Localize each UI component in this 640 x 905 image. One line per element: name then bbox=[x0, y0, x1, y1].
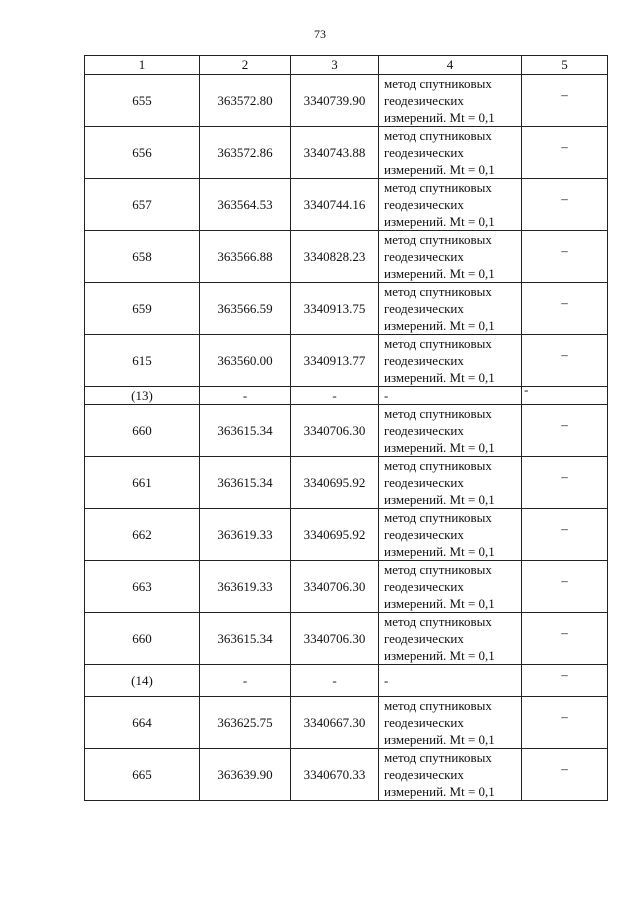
y-coordinate-cell: 3340695.92 bbox=[291, 457, 379, 509]
column-5-cell bbox=[522, 405, 608, 457]
column-5-cell bbox=[522, 749, 608, 801]
method-line: метод спутниковых bbox=[384, 614, 492, 629]
table-row bbox=[85, 75, 608, 127]
y-coordinate-cell: 3340913.77 bbox=[291, 335, 379, 387]
column-5-value: – bbox=[561, 624, 568, 640]
method-line: измерений. Mt = 0,1 bbox=[384, 732, 495, 747]
y-coordinate-cell: 3340706.30 bbox=[291, 561, 379, 613]
x-coordinate-cell: 363615.34 bbox=[200, 405, 291, 457]
column-5-cell bbox=[522, 283, 608, 335]
table-row bbox=[85, 697, 608, 749]
method-line: геодезических bbox=[384, 767, 464, 782]
column-5-value: – bbox=[561, 416, 568, 432]
method-cell bbox=[379, 749, 522, 801]
method-line: геодезических bbox=[384, 475, 464, 490]
method-line: метод спутниковых bbox=[384, 336, 492, 351]
method-line: геодезических bbox=[384, 631, 464, 646]
point-number-cell: 661 bbox=[85, 457, 200, 509]
x-coordinate-cell: 363619.33 bbox=[200, 561, 291, 613]
x-coordinate-cell: 363572.80 bbox=[200, 75, 291, 127]
method-line: измерений. Mt = 0,1 bbox=[384, 266, 495, 281]
column-5-cell bbox=[522, 335, 608, 387]
point-number-cell: 663 bbox=[85, 561, 200, 613]
table-row bbox=[85, 405, 608, 457]
y-coordinate-cell: 3340739.90 bbox=[291, 75, 379, 127]
method-line: метод спутниковых bbox=[384, 180, 492, 195]
point-number-cell: 664 bbox=[85, 697, 200, 749]
method-line: геодезических bbox=[384, 197, 464, 212]
column-5-cell bbox=[522, 179, 608, 231]
point-number-cell: 658 bbox=[85, 231, 200, 283]
method-cell bbox=[379, 665, 522, 697]
column-5-value: - bbox=[524, 381, 529, 397]
point-number-cell: 655 bbox=[85, 75, 200, 127]
x-coordinate-cell: 363619.33 bbox=[200, 509, 291, 561]
y-coordinate-cell: - bbox=[291, 665, 379, 697]
table-row bbox=[85, 335, 608, 387]
method-line: измерений. Mt = 0,1 bbox=[384, 492, 495, 507]
method-cell bbox=[379, 231, 522, 283]
x-coordinate-cell: - bbox=[200, 665, 291, 697]
column-5-value: – bbox=[561, 760, 568, 776]
point-number-cell: 662 bbox=[85, 509, 200, 561]
column-5-value: – bbox=[561, 520, 568, 536]
x-coordinate-cell: 363564.53 bbox=[200, 179, 291, 231]
point-number-cell: 656 bbox=[85, 127, 200, 179]
method-line: измерений. Mt = 0,1 bbox=[384, 318, 495, 333]
method-line: - bbox=[384, 387, 389, 403]
method-line: геодезических bbox=[384, 353, 464, 368]
point-number-cell: 615 bbox=[85, 335, 200, 387]
point-number-cell: 657 bbox=[85, 179, 200, 231]
method-line: измерений. Mt = 0,1 bbox=[384, 544, 495, 559]
method-line: измерений. Mt = 0,1 bbox=[384, 110, 495, 125]
y-coordinate-cell: 3340744.16 bbox=[291, 179, 379, 231]
table-row bbox=[85, 127, 608, 179]
column-5-value: – bbox=[561, 572, 568, 588]
method-line: геодезических bbox=[384, 249, 464, 264]
x-coordinate-cell: - bbox=[200, 387, 291, 405]
coordinates-table bbox=[84, 55, 608, 801]
point-number-cell: 659 bbox=[85, 283, 200, 335]
column-5-cell bbox=[522, 613, 608, 665]
method-cell bbox=[379, 283, 522, 335]
x-coordinate-cell: 363566.59 bbox=[200, 283, 291, 335]
method-line: метод спутниковых bbox=[384, 562, 492, 577]
x-coordinate-cell: 363560.00 bbox=[200, 335, 291, 387]
x-coordinate-cell: 363639.90 bbox=[200, 749, 291, 801]
table-row bbox=[85, 749, 608, 801]
column-5-cell bbox=[522, 561, 608, 613]
y-coordinate-cell: 3340828.23 bbox=[291, 231, 379, 283]
method-line: - bbox=[384, 672, 389, 688]
method-cell bbox=[379, 509, 522, 561]
header-col-1: 1 bbox=[85, 56, 200, 75]
column-5-cell bbox=[522, 665, 608, 697]
header-col-4: 4 bbox=[379, 56, 522, 75]
method-cell bbox=[379, 127, 522, 179]
x-coordinate-cell: 363566.88 bbox=[200, 231, 291, 283]
y-coordinate-cell: 3340913.75 bbox=[291, 283, 379, 335]
y-coordinate-cell: 3340743.88 bbox=[291, 127, 379, 179]
method-line: геодезических bbox=[384, 527, 464, 542]
method-cell bbox=[379, 387, 522, 405]
column-5-cell bbox=[522, 381, 608, 405]
y-coordinate-cell: 3340695.92 bbox=[291, 509, 379, 561]
x-coordinate-cell: 363625.75 bbox=[200, 697, 291, 749]
column-5-value: – bbox=[561, 708, 568, 724]
method-line: метод спутниковых bbox=[384, 232, 492, 247]
table-body bbox=[85, 56, 608, 801]
column-5-value: – bbox=[561, 138, 568, 154]
column-5-value: – bbox=[561, 346, 568, 362]
x-coordinate-cell: 363615.34 bbox=[200, 457, 291, 509]
method-line: метод спутниковых bbox=[384, 76, 492, 91]
table-row bbox=[85, 179, 608, 231]
method-line: измерений. Mt = 0,1 bbox=[384, 214, 495, 229]
column-5-cell bbox=[522, 697, 608, 749]
method-line: метод спутниковых bbox=[384, 510, 492, 525]
y-coordinate-cell: 3340670.33 bbox=[291, 749, 379, 801]
method-line: измерений. Mt = 0,1 bbox=[384, 596, 495, 611]
method-line: измерений. Mt = 0,1 bbox=[384, 162, 495, 177]
method-cell bbox=[379, 457, 522, 509]
table-separator-row bbox=[85, 665, 608, 697]
method-line: метод спутниковых bbox=[384, 750, 492, 765]
point-number-cell: 660 bbox=[85, 613, 200, 665]
column-5-cell bbox=[522, 127, 608, 179]
method-line: геодезических bbox=[384, 301, 464, 316]
point-number-cell: (13) bbox=[85, 387, 200, 405]
method-line: метод спутниковых bbox=[384, 406, 492, 421]
column-5-cell bbox=[522, 75, 608, 127]
method-line: метод спутниковых bbox=[384, 458, 492, 473]
method-cell bbox=[379, 179, 522, 231]
point-number-cell: 660 bbox=[85, 405, 200, 457]
method-line: измерений. Mt = 0,1 bbox=[384, 440, 495, 455]
column-5-cell bbox=[522, 509, 608, 561]
y-coordinate-cell: 3340706.30 bbox=[291, 405, 379, 457]
column-5-cell bbox=[522, 457, 608, 509]
method-line: метод спутниковых bbox=[384, 284, 492, 299]
method-cell bbox=[379, 75, 522, 127]
column-5-value: – bbox=[561, 86, 568, 102]
method-cell bbox=[379, 561, 522, 613]
table-row bbox=[85, 283, 608, 335]
method-line: метод спутниковых bbox=[384, 698, 492, 713]
header-col-5: 5 bbox=[522, 56, 608, 75]
method-cell bbox=[379, 613, 522, 665]
method-cell bbox=[379, 335, 522, 387]
column-5-value: – bbox=[561, 190, 568, 206]
table-row bbox=[85, 457, 608, 509]
point-number-cell: 665 bbox=[85, 749, 200, 801]
y-coordinate-cell: 3340706.30 bbox=[291, 613, 379, 665]
table-row bbox=[85, 561, 608, 613]
column-5-value: – bbox=[561, 666, 568, 682]
method-cell bbox=[379, 697, 522, 749]
table-row bbox=[85, 613, 608, 665]
method-line: геодезических bbox=[384, 715, 464, 730]
method-line: геодезических bbox=[384, 579, 464, 594]
header-row bbox=[85, 56, 608, 75]
method-line: геодезических bbox=[384, 145, 464, 160]
column-5-value: – bbox=[561, 294, 568, 310]
table-row bbox=[85, 509, 608, 561]
method-line: геодезических bbox=[384, 423, 464, 438]
page-number: 73 bbox=[314, 27, 326, 41]
method-line: геодезических bbox=[384, 93, 464, 108]
column-5-cell bbox=[522, 231, 608, 283]
header-col-2: 2 bbox=[200, 56, 291, 75]
method-line: метод спутниковых bbox=[384, 128, 492, 143]
column-5-value: – bbox=[561, 468, 568, 484]
x-coordinate-cell: 363615.34 bbox=[200, 613, 291, 665]
x-coordinate-cell: 363572.86 bbox=[200, 127, 291, 179]
method-line: измерений. Mt = 0,1 bbox=[384, 784, 495, 799]
table-row bbox=[85, 231, 608, 283]
point-number-cell: (14) bbox=[85, 665, 200, 697]
y-coordinate-cell: - bbox=[291, 387, 379, 405]
y-coordinate-cell: 3340667.30 bbox=[291, 697, 379, 749]
table-separator-row bbox=[85, 387, 608, 405]
header-col-3: 3 bbox=[291, 56, 379, 75]
method-line: измерений. Mt = 0,1 bbox=[384, 370, 495, 385]
method-line: измерений. Mt = 0,1 bbox=[384, 648, 495, 663]
method-cell bbox=[379, 405, 522, 457]
column-5-value: – bbox=[561, 242, 568, 258]
